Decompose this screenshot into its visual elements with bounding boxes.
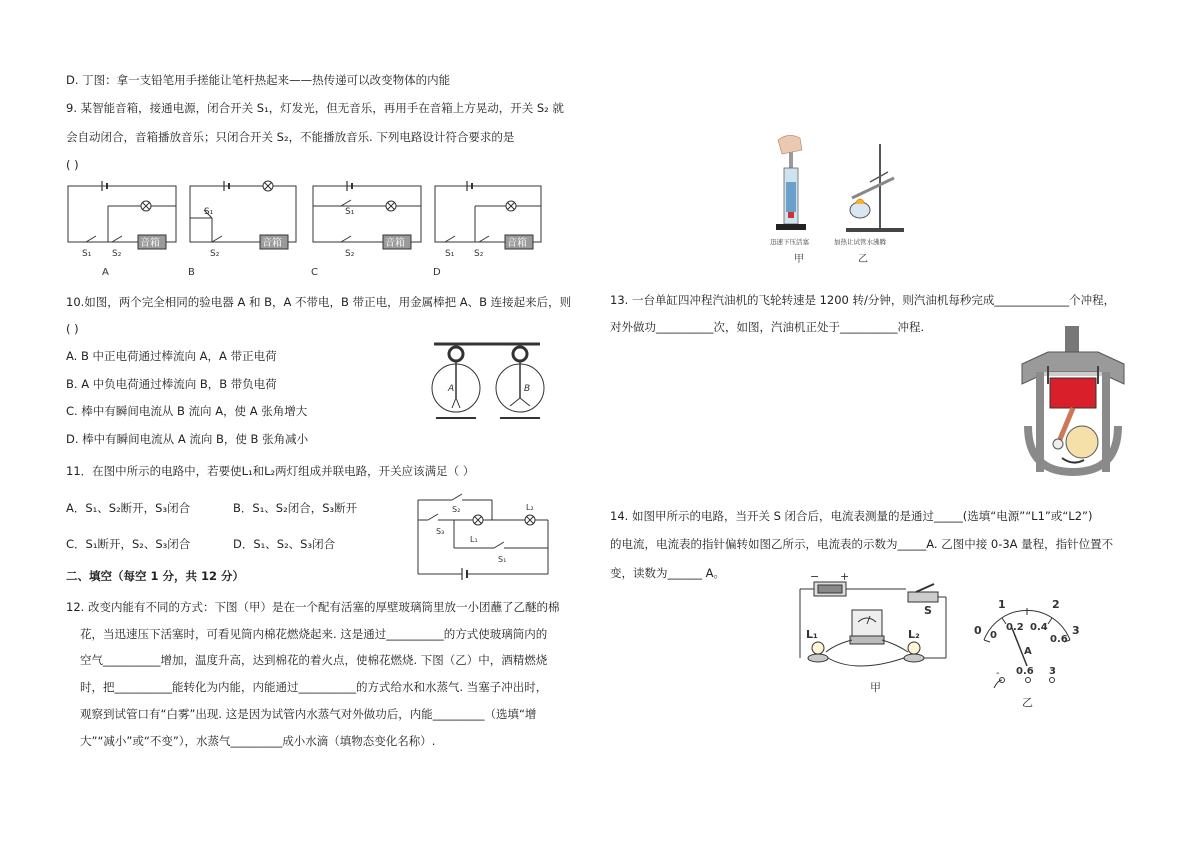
q11-fig-l2: L₂ [526,503,534,512]
electroscope-b-label: B [524,384,531,394]
dial-terminal-minus: - [996,668,1000,679]
dial-terminal-06: 0.6 [1016,666,1034,677]
q14-line3: 变，读数为______ A。 [610,566,726,580]
q11-fig-s3: S₃ [436,527,445,536]
dial-outer-3: 3 [1072,624,1080,637]
test-tube-heating-photo [846,144,904,232]
q9-line1: 9. 某智能音箱，接通电源，闭合开关 S₁，灯发光，但无音乐，再用手在音箱上方晃动，开关 S₂ 就 [66,101,564,115]
q11-circuit-figure [412,490,562,580]
electroscope-figure [428,336,548,426]
q14-fig-yi: 乙 [1022,696,1033,709]
battery-minus: − [810,570,820,583]
ammeter-dial-figure [972,594,1082,719]
q12-line1: 12. 改变内能有不同的方式：下图（甲）是在一个配有活塞的厚壁玻璃筒里放一小团蘸了乙醚的棉 [66,600,560,614]
q14-fig-l2: L₂ [908,628,920,641]
circuit-c-s2: S₂ [345,249,355,259]
circuit-d-s1: S₁ [445,249,455,259]
circuit-a-s2: S₂ [112,249,122,259]
q10-option-a: A. B 中正电荷通过棒流向 A，A 带正电荷 [66,349,277,363]
dial-inner-02: 0.2 [1006,622,1024,633]
q9-circuits-figure [60,178,550,278]
circuit-a-s1: S₁ [82,249,92,259]
circuit-c-speaker: 音箱 [385,238,405,249]
q14-line2: 的电流，电流表的指针偏转如图乙所示，电流表的示数为_____A. 乙图中接 0-3A 量程，指针位置不 [610,537,1114,551]
circuit-d-s2: S₂ [474,249,484,259]
option-label-d: D [433,267,441,278]
q11-option-c: C．S₁断开，S₂、S₃闭合 [66,537,191,551]
q11-fig-l1: L₁ [470,535,478,544]
dial-inner-04: 0.4 [1030,622,1048,633]
dial-inner-06: 0.6 [1050,634,1068,645]
circuit-b-s1: S₁ [204,207,214,217]
q11-option-b: B．S₁、S₂闭合，S₃断开 [233,501,358,515]
compression-cylinder-photo [776,135,806,230]
q11-fig-s1: S₁ [498,555,507,564]
q12-line6: 大”“减小”或“不变”），水蒸气_________成小水滴（填物态变化名称）. [80,734,436,748]
q12-line3: 空气__________增加，温度升高，达到棉花的着火点，使棉花燃烧. 下图（乙）中，酒精燃烧 [80,653,548,667]
circuit-b-s2: S₂ [210,249,220,259]
q10-line1: 10.如图，两个完全相同的验电器 A 和 B，A 不带电，B 带正电，用金属棒把 A、B 连接起来后，则 [66,295,572,309]
q14-circuit-photo-figure [796,570,956,694]
q14-fig-l1: L₁ [806,628,818,641]
q11-fig-s2: S₂ [452,505,461,514]
q12-line5: 观察到试管口有“白雾”出现. 这是因为试管内水蒸气对外做功后，内能_________（选填“增 [80,707,537,721]
q11-option-d: D．S₁、S₂、S₃闭合 [233,537,336,551]
circuit-b-speaker: 音箱 [262,238,282,249]
photo-yi-caption: 加热让试管水沸腾 [834,238,886,246]
q14-line1: 14. 如图甲所示的电路，当开关 S 闭合后，电流表测量的是通过_____(选填“电源”“L1”或“L2”) [610,509,1093,523]
q14-fig-s: S [924,604,932,617]
q10-line2: ( ) [66,322,79,336]
q11-line1: 11．在图中所示的电路中，若要使L₁和L₂两灯组成并联电路，开关应该满足（ ） [66,464,475,478]
circuit-c-s1: S₁ [345,207,355,217]
q12-line2: 花，当迅速压下活塞时，可看见筒内棉花燃烧起来. 这是通过__________的方式使玻璃筒内的 [80,627,548,641]
q13-line1: 13. 一台单缸四冲程汽油机的飞轮转速是 1200 转/分钟，则汽油机每秒完成_____________个冲程， [610,293,1116,307]
battery-plus: + [840,570,850,583]
q12-line4: 时，把__________能转化为内能，内能通过__________的方式给水和水蒸气. 当塞子冲出时， [80,680,548,694]
dial-terminal-3: 3 [1049,666,1056,677]
q10-option-c: C. 棒中有瞬间电流从 B 流向 A，使 A 张角增大 [66,404,308,418]
q13-line2: 对外做功__________次，如图，汽油机正处于__________冲程. [610,320,925,334]
photo-jia-caption: 迅速下压活塞 [770,238,809,246]
photo-yi-label: 乙 [858,254,868,265]
dial-outer-0: 0 [974,624,982,637]
dial-unit: A [1024,646,1032,657]
dial-outer-1: 1 [998,598,1006,611]
dial-outer-2: 2 [1052,598,1060,611]
q10-option-d: D. 棒中有瞬间电流从 A 流向 B，使 B 张角减小 [66,432,309,446]
q10-option-b: B. A 中负电荷通过棒流向 B，B 带负电荷 [66,377,277,391]
option-label-a: A [102,267,109,278]
q12-photos-figure [770,132,910,267]
q14-fig-jia: 甲 [870,681,881,694]
q8-option-d: D. 丁图：拿一支铅笔用手搓能让笔杆热起来——热传递可以改变物体的内能 [66,73,451,87]
option-label-c: C [311,267,318,278]
engine-cylinder-figure [1018,326,1128,476]
option-label-b: B [188,267,195,278]
q9-line3: ( ) [66,158,79,172]
electroscope-a-label: A [448,384,455,394]
dial-inner-0: 0 [990,630,997,641]
q9-line2: 会自动闭合，音箱播放音乐；只闭合开关 S₂，不能播放音乐. 下列电路设计符合要求的是 [66,130,515,144]
section-heading-fill: 二、填空（每空 1 分，共 12 分） [66,569,245,583]
q11-option-a: A．S₁、S₂断开，S₃闭合 [66,501,191,515]
circuit-d-speaker: 音箱 [507,238,527,249]
photo-jia-label: 甲 [794,254,804,265]
circuit-a-speaker: 音箱 [140,238,160,249]
